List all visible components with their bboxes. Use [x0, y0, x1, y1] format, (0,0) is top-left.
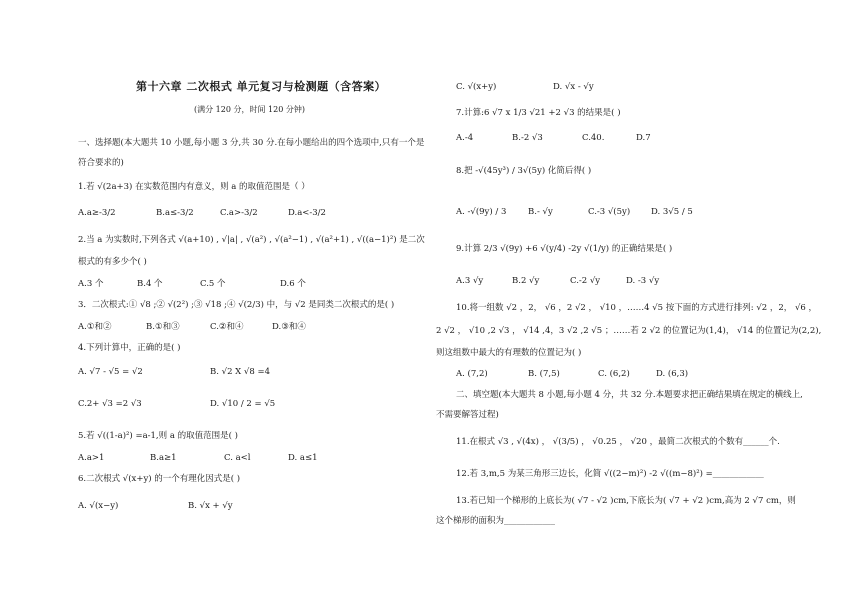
left-text-line: B.①和③ [146, 322, 180, 332]
right-text-line: A.-4 [456, 133, 474, 143]
left-text-line: C.5 个 [200, 279, 226, 289]
page-subtitle: (满分 120 分，时间 120 分钟) [194, 105, 305, 114]
left-text-line: B.a≥1 [150, 453, 177, 463]
right-text-line: 这个梯形的面积为____________ [436, 516, 556, 526]
left-text-line: A.①和② [78, 322, 112, 332]
left-text-line: A. √(x−y) [78, 501, 119, 511]
right-text-line: D.7 [636, 133, 651, 143]
left-text-line: B. √x + √y [188, 501, 233, 511]
left-text-line: 一、选择题(本大题共 10 小题,每小题 3 分,共 30 分.在每小题给出的四个选项中,只有一个是 [78, 138, 425, 148]
right-text-line: D. -3 √y [626, 276, 660, 286]
left-text-line: A.a≥-3/2 [78, 208, 116, 218]
right-text-line: 9.计算 2/3 √(9y) +6 √(y/4) -2y √(1/y) 的正确结果是( ) [456, 244, 673, 254]
right-text-line: 2 √2 ， √10 ,2 √3 ， √14 ,4，3 √2 ,2 √5 ；……若 2 √2 的位置记为(1,4)， √14 的位置记为(2,2), [436, 326, 822, 336]
left-text-line: C.2+ √3 =2 √3 [78, 399, 142, 409]
right-text-line: C.-3 √(5y) [588, 207, 631, 217]
right-text-line: D. 3√5 / 5 [651, 207, 693, 217]
left-text-line: D.6 个 [280, 279, 306, 289]
right-text-line: 8.把 -√(45y³) / 3√(5y) 化简后得( ) [456, 166, 592, 176]
left-text-line: 5.若 √((1-a)²) =a-1,则 a 的取值范围是( ) [78, 431, 238, 441]
left-text-line: D.③和④ [272, 322, 306, 332]
right-text-line: 7.计算:6 √7 x 1/3 √21 +2 √3 的结果是( ) [456, 108, 621, 118]
left-text-line: 1.若 √(2a+3) 在实数范围内有意义，则 a 的取值范围是（ ） [78, 182, 310, 192]
right-text-line: C.-2 √y [570, 276, 601, 286]
right-text-line: A.3 √y [456, 276, 484, 286]
left-text-line: C.②和④ [210, 322, 244, 332]
left-text-line: 2.当 a 为实数时,下列各式 √(a+10) , √|a| , √(a²) , √(a²−1) , √(a²+1) , √((a−1)²) 是二次 [78, 235, 425, 245]
right-text-line: 不需要解答过程) [436, 410, 499, 420]
left-text-line: C.a>-3/2 [220, 208, 258, 218]
right-text-line: B.-2 √3 [512, 133, 543, 143]
right-text-line: B.- √y [528, 207, 553, 217]
left-text-line: 4.下列计算中，正确的是( ) [78, 343, 181, 353]
right-text-line: C.40. [582, 133, 605, 143]
right-text-line: 11.在根式 √3 , √(4x) ， √(3/5) ， √0.25 ， √20 ，最简二次根式的个数有______个. [456, 437, 780, 447]
left-text-line: 3．二次根式:① √8 ;② √(2²) ;③ √18 ;④ √(2/3) 中，与 √2 是同类二次根式的是( ) [78, 300, 395, 310]
left-text-line: A.3 个 [78, 279, 104, 289]
left-text-line: B.4 个 [137, 279, 163, 289]
left-text-line: 6.二次根式 √(x+y) 的一个有理化因式是( ) [78, 474, 241, 484]
right-text-line: 12.若 3,m,5 为某三角形三边长，化简 √((2−m)²) -2 √((m−8)²) =____________ [456, 469, 764, 479]
right-text-line: B. (7,5) [528, 369, 560, 379]
left-text-line: 根式的有多少个( ) [78, 257, 147, 267]
left-text-line: 符合要求的) [78, 158, 124, 168]
left-text-line: A.a>1 [78, 453, 105, 463]
left-text-line: D. a≤1 [288, 453, 318, 463]
right-text-line: A. (7,2) [456, 369, 488, 379]
right-text-line: A. -√(9y) / 3 [456, 207, 507, 217]
left-text-line: D.a<-3/2 [288, 208, 326, 218]
right-text-line: B.2 √y [512, 276, 540, 286]
left-text-line: B.a≤-3/2 [156, 208, 194, 218]
right-text-line: D. √x - √y [553, 82, 594, 92]
right-text-line: C. √(x+y) [456, 82, 497, 92]
right-text-line: D. (6,3) [656, 369, 689, 379]
left-text-line: D. √10 / 2 = √5 [210, 399, 276, 409]
left-text-line: C. a<l [224, 453, 251, 463]
right-text-line: 二、填空题(本大题共 8 小题,每小题 4 分，共 32 分.本题要求把正确结果填在规定的横线上, [456, 390, 803, 400]
right-text-line: C. (6,2) [598, 369, 630, 379]
right-text-line: 10.将一组数 √2 ，2， √6 ，2 √2 ， √10 ，……4 √5 按下面的方式进行排列: √2 ，2， √6 ， [456, 303, 818, 313]
right-text-line: 则这组数中最大的有理数的位置记为( ) [436, 348, 582, 358]
right-text-line: 13.若已知一个梯形的上底长为( √7 - √2 )cm,下底长为( √7 + √2 )cm,高为 2 √7 cm，则 [456, 496, 796, 506]
left-text-line: A. √7 - √5 = √2 [78, 367, 143, 377]
left-text-line: B. √2 X √8 =4 [210, 367, 270, 377]
page-title: 第十六章 二次根式 单元复习与检测题（含答案） [136, 80, 387, 93]
